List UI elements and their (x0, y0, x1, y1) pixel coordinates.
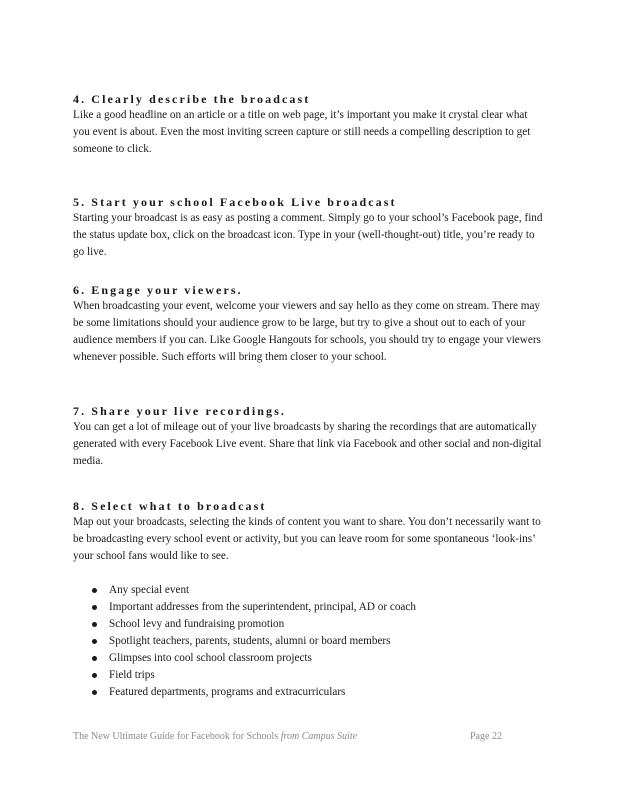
list-item (73, 582, 533, 599)
section-body: Map out your broadcasts, selecting the kinds of content you want to share. You don’t necessarily want to be broadcasting every school event or activity, but you can leave room for some spontaneous ‘look-ins’ your school fans would like to see. (73, 516, 541, 562)
list-item-label: Spotlight teachers, parents, students, alumni or board members (109, 635, 391, 647)
bullet-icon (92, 588, 97, 593)
section-start-broadcast (73, 194, 543, 261)
section-heading: 7. Share your live recordings. (73, 404, 286, 418)
list-item (73, 650, 533, 667)
footer-title-text: The New Ultimate Guide for Facebook for Schools (73, 731, 279, 742)
list-item-label: Glimpses into cool school classroom projects (109, 652, 312, 664)
list-item (73, 633, 533, 650)
bullet-icon (92, 690, 97, 695)
list-item (73, 616, 533, 633)
section-engage-viewers (73, 282, 543, 366)
section-body: Starting your broadcast is as easy as posting a comment. Simply go to your school’s Facebook page, find the status update box, click on the broadcast icon. Type in your (well-thought-out) title, you’re ready to go live. (73, 212, 543, 258)
section-share-recordings (73, 403, 543, 470)
section-heading: 4. Clearly describe the broadcast (73, 92, 311, 106)
bullet-icon (92, 673, 97, 678)
section-describe-broadcast (73, 91, 543, 158)
section-heading: 5. Start your school Facebook Live broadcast (73, 195, 397, 209)
broadcast-ideas-list (73, 582, 533, 701)
section-heading: 8. Select what to broadcast (73, 499, 267, 513)
section-body: When broadcasting your event, welcome your viewers and say hello as they come on stream. There may be some limitations should your audience grow to be large, but try to give a shout out to each of your audience members if you can. Like Google Hangouts for schools, you should try to engage your viewers whenever possible. Such efforts will bring them closer to your school. (73, 300, 541, 363)
section-body: You can get a lot of mileage out of your live broadcasts by sharing the recordings that are automatically generated with every Facebook Live event. Share that link via Facebook and other social and non-digital media. (73, 421, 542, 467)
footer-from-text: from Campus Suite (280, 731, 358, 742)
list-item-label: School levy and fundraising promotion (109, 618, 285, 630)
list-item (73, 684, 533, 701)
list-item (73, 667, 533, 684)
bullet-icon (92, 656, 97, 661)
list-item (73, 599, 533, 616)
list-item-label: Any special event (109, 584, 190, 596)
page-number: Page 22 (470, 731, 502, 742)
bullet-icon (92, 605, 97, 610)
list-item-label: Field trips (109, 669, 155, 681)
section-select-broadcast (73, 498, 543, 565)
section-heading: 6. Engage your viewers. (73, 283, 243, 297)
footer-guide-title (73, 731, 357, 742)
list-item-label: Important addresses from the superintendent, principal, AD or coach (109, 601, 416, 613)
bullet-icon (92, 622, 97, 627)
list-item-label: Featured departments, programs and extracurriculars (109, 686, 346, 698)
section-body: Like a good headline on an article or a title on web page, it’s important you make it crystal clear what you event is about. Even the most inviting screen capture or still needs a compelling description to get someone to click. (73, 109, 531, 155)
page-footer (73, 731, 543, 742)
bullet-icon (92, 639, 97, 644)
